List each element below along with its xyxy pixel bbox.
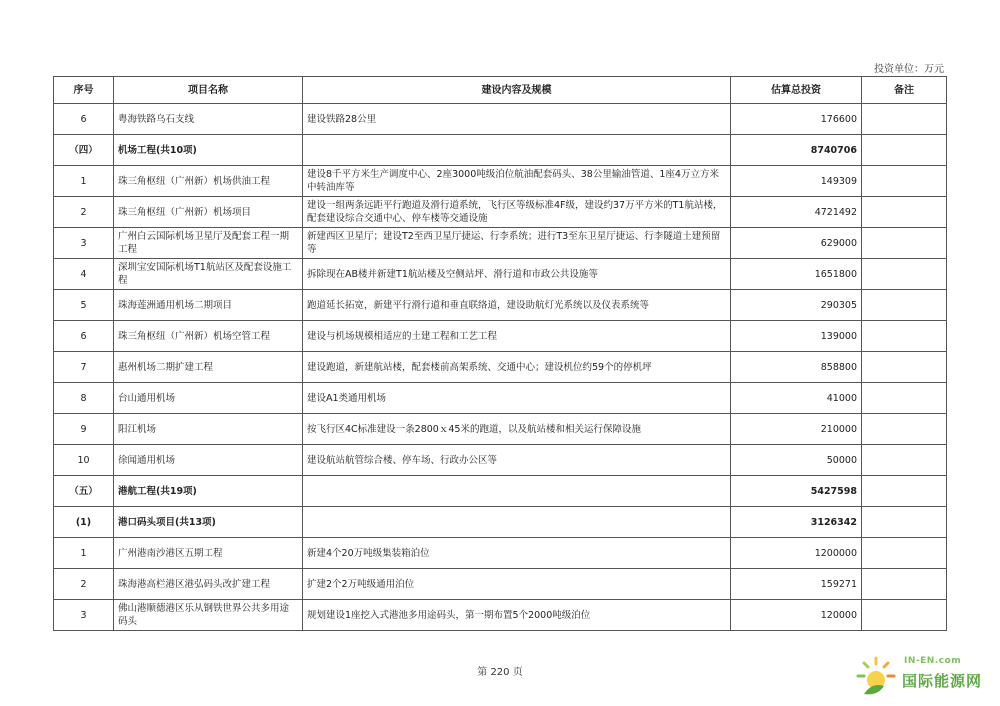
table-header-row	[54, 77, 947, 104]
cell-seq: 1	[54, 538, 114, 569]
cell-content: 建设A1类通用机场	[303, 383, 731, 414]
cell-project-name: 惠州机场二期扩建工程	[114, 352, 303, 383]
logo-cn-text: 国际能源网	[902, 672, 983, 690]
header-seq: 序号	[54, 77, 114, 104]
cell-cost: 120000	[731, 600, 862, 631]
page-number: 第 220 页	[477, 667, 523, 678]
cell-content	[303, 476, 731, 507]
cell-note	[862, 414, 947, 445]
cell-cost: 3126342	[731, 507, 862, 538]
cell-project-name: 港口码头项目(共13项)	[114, 507, 303, 538]
sun-leaf-icon	[854, 654, 898, 698]
cell-project-name: 珠三角枢纽（广州新）机场项目	[114, 197, 303, 228]
cell-project-name: 港航工程(共19项)	[114, 476, 303, 507]
cell-content: 扩建2个2万吨级通用泊位	[303, 569, 731, 600]
cell-seq: 3	[54, 228, 114, 259]
cell-content: 建设跑道，新建航站楼，配套楼前高架系统、交通中心；建设机位约59个的停机坪	[303, 352, 731, 383]
table-row	[54, 321, 947, 352]
cell-note	[862, 476, 947, 507]
cell-project-name: 广州白云国际机场卫星厅及配套工程一期工程	[114, 228, 303, 259]
cell-cost: 1200000	[731, 538, 862, 569]
cell-note	[862, 259, 947, 290]
logo-en-text: IN-EN.com	[904, 656, 962, 666]
cell-content: 拆除现在AB楼并新建T1航站楼及空侧站坪、滑行道和市政公共设施等	[303, 259, 731, 290]
investment-unit-label: 投资单位：万元	[874, 64, 944, 75]
cell-cost: 176600	[731, 104, 862, 135]
cell-cost: 629000	[731, 228, 862, 259]
cell-note	[862, 135, 947, 166]
cell-content: 建设与机场规模相适应的土建工程和工艺工程	[303, 321, 731, 352]
cell-note	[862, 166, 947, 197]
cell-cost: 1651800	[731, 259, 862, 290]
cell-cost: 159271	[731, 569, 862, 600]
cell-note	[862, 383, 947, 414]
project-table	[53, 76, 947, 631]
cell-seq: 9	[54, 414, 114, 445]
table-body	[54, 104, 947, 631]
cell-cost: 139000	[731, 321, 862, 352]
cell-note	[862, 321, 947, 352]
header-note: 备注	[862, 77, 947, 104]
table-row	[54, 383, 947, 414]
cell-note	[862, 600, 947, 631]
table-row	[54, 259, 947, 290]
cell-project-name: 粤海铁路乌石支线	[114, 104, 303, 135]
cell-content: 规划建设1座挖入式港池多用途码头，第一期布置5个2000吨级泊位	[303, 600, 731, 631]
cell-cost: 4721492	[731, 197, 862, 228]
table-row	[54, 166, 947, 197]
cell-content: 建设8千平方米生产调度中心、2座3000吨级泊位航油配套码头、38公里输油管道、1座4万立方米中转油库等	[303, 166, 731, 197]
cell-seq: 6	[54, 321, 114, 352]
table-row	[54, 600, 947, 631]
cell-project-name: 台山通用机场	[114, 383, 303, 414]
table-row	[54, 445, 947, 476]
cell-cost: 5427598	[731, 476, 862, 507]
cell-seq: 10	[54, 445, 114, 476]
cell-content: 建设铁路28公里	[303, 104, 731, 135]
header-cost: 估算总投资	[731, 77, 862, 104]
cell-project-name: 深圳宝安国际机场T1航站区及配套设施工程	[114, 259, 303, 290]
cell-cost: 858800	[731, 352, 862, 383]
cell-note	[862, 538, 947, 569]
cell-seq: 7	[54, 352, 114, 383]
cell-seq: 4	[54, 259, 114, 290]
cell-content: 跑道延长拓宽，新建平行滑行道和垂直联络道，建设助航灯光系统以及仪表系统等	[303, 290, 731, 321]
cell-cost: 290305	[731, 290, 862, 321]
cell-content: 建设一组两条远距平行跑道及滑行道系统，飞行区等级标准4F级，建设约37万平方米的T1航站楼，配套建设综合交通中心、停车楼等交通设施	[303, 197, 731, 228]
table-row	[54, 104, 947, 135]
cell-seq: 5	[54, 290, 114, 321]
cell-cost: 149309	[731, 166, 862, 197]
table-row	[54, 352, 947, 383]
table-row	[54, 414, 947, 445]
cell-project-name: 珠海港高栏港区港弘码头改扩建工程	[114, 569, 303, 600]
table-row	[54, 135, 947, 166]
table-row	[54, 538, 947, 569]
cell-seq: 3	[54, 600, 114, 631]
table-row	[54, 290, 947, 321]
cell-content	[303, 507, 731, 538]
cell-note	[862, 228, 947, 259]
cell-project-name: 珠海莲洲通用机场二期项目	[114, 290, 303, 321]
table-row	[54, 507, 947, 538]
cell-content: 新建4个20万吨级集装箱泊位	[303, 538, 731, 569]
cell-project-name: 广州港南沙港区五期工程	[114, 538, 303, 569]
table-row	[54, 197, 947, 228]
cell-cost: 210000	[731, 414, 862, 445]
cell-seq: 8	[54, 383, 114, 414]
cell-project-name: 阳江机场	[114, 414, 303, 445]
table-row	[54, 476, 947, 507]
cell-content: 按飞行区4C标准建设一条2800ｘ45米的跑道，以及航站楼和相关运行保障设施	[303, 414, 731, 445]
cell-cost: 41000	[731, 383, 862, 414]
cell-seq: （四）	[54, 135, 114, 166]
cell-content: 新建西区卫星厅；建设T2至西卫星厅捷运、行李系统；进行T3至东卫星厅捷运、行李隧道土建预留等	[303, 228, 731, 259]
cell-note	[862, 197, 947, 228]
cell-note	[862, 290, 947, 321]
cell-project-name: 珠三角枢纽（广州新）机场空管工程	[114, 321, 303, 352]
cell-project-name: 佛山港顺德港区乐从钢铁世界公共多用途码头	[114, 600, 303, 631]
cell-content	[303, 135, 731, 166]
cell-project-name: 珠三角枢纽（广州新）机场供油工程	[114, 166, 303, 197]
watermark-logo	[852, 650, 992, 700]
cell-seq: （五）	[54, 476, 114, 507]
cell-content: 建设航站航管综合楼、停车场、行政办公区等	[303, 445, 731, 476]
cell-note	[862, 352, 947, 383]
cell-seq: 1	[54, 166, 114, 197]
table-row	[54, 228, 947, 259]
cell-note	[862, 445, 947, 476]
header-project-name: 项目名称	[114, 77, 303, 104]
cell-note	[862, 104, 947, 135]
header-content: 建设内容及规模	[303, 77, 731, 104]
cell-seq: (1)	[54, 507, 114, 538]
cell-note	[862, 507, 947, 538]
cell-seq: 2	[54, 197, 114, 228]
cell-seq: 6	[54, 104, 114, 135]
cell-note	[862, 569, 947, 600]
cell-cost: 8740706	[731, 135, 862, 166]
cell-seq: 2	[54, 569, 114, 600]
table-row	[54, 569, 947, 600]
cell-cost: 50000	[731, 445, 862, 476]
cell-project-name: 徐闻通用机场	[114, 445, 303, 476]
cell-project-name: 机场工程(共10项)	[114, 135, 303, 166]
